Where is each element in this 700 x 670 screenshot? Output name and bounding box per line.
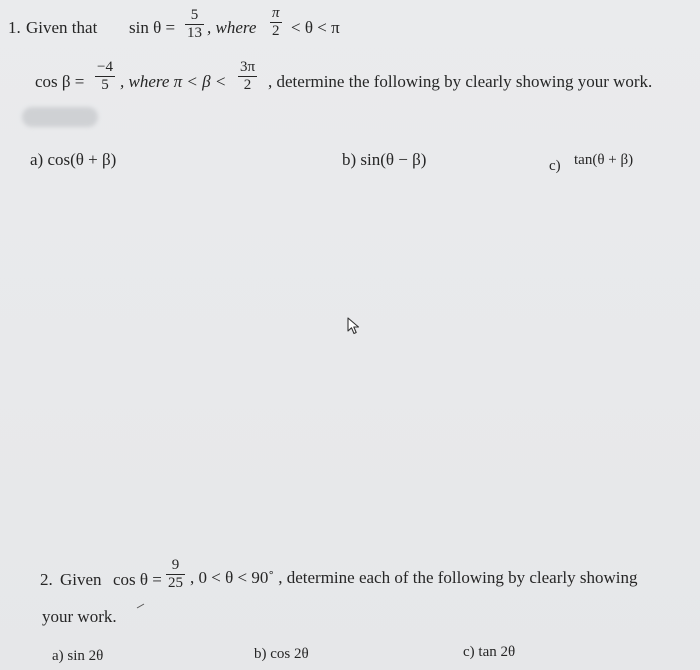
q1-pi-over-2-fraction (270, 6, 282, 39)
q1-number: 1. (8, 18, 21, 37)
q2-numerator: 9 (171, 557, 180, 573)
q1-cos-beta: cos β = (35, 72, 85, 91)
q2-range: , 0 < θ < 90˚ , determine each of the following by clearly showing (190, 568, 638, 587)
q2-number: 2. (40, 570, 53, 589)
q1-pi-denominator: 2 (272, 23, 280, 39)
q1-part-c-expression: tan(θ + β) (574, 152, 634, 168)
q2-given: Given (60, 570, 102, 589)
q2-part-a: a) sin 2θ (52, 648, 104, 664)
q1-where-1: , where (207, 18, 257, 37)
q1-where-2: , where π < β < (120, 72, 227, 91)
pen-mark-icon (136, 603, 146, 609)
q1-part-a: a) cos(θ + β) (30, 150, 117, 169)
q1-cos-fraction (95, 60, 115, 93)
q1-pi-numerator: π (272, 5, 280, 21)
q1-3pi-over-2-fraction (238, 60, 257, 93)
q1-3pi-denominator: 2 (243, 77, 252, 93)
q2-your-work: your work. (42, 607, 117, 626)
q2-cos-fraction (166, 558, 185, 591)
q1-part-c-label: c) (549, 158, 561, 174)
q1-cos-numerator: −4 (97, 59, 113, 75)
q2-cos-theta: cos θ = (113, 570, 162, 589)
q1-3pi-numerator: 3π (240, 59, 256, 75)
q1-sin-numerator: 5 (190, 7, 199, 23)
q1-part-b: b) sin(θ − β) (342, 150, 427, 169)
q1-instruction: , determine the following by clearly showing your work. (268, 72, 653, 91)
q1-sin-fraction (185, 8, 204, 41)
q1-given-that: Given that (26, 18, 98, 37)
q2-denominator: 25 (168, 575, 183, 591)
q2-part-c: c) tan 2θ (463, 644, 516, 660)
q2-part-b: b) cos 2θ (254, 646, 309, 662)
redaction-smudge (22, 107, 98, 127)
mouse-pointer-icon (346, 317, 362, 335)
q1-range-1: < θ < π (291, 18, 340, 37)
q1-cos-denominator: 5 (101, 77, 109, 93)
q1-sin-denominator: 13 (187, 25, 202, 41)
q1-sin-theta: sin θ = (129, 18, 176, 37)
